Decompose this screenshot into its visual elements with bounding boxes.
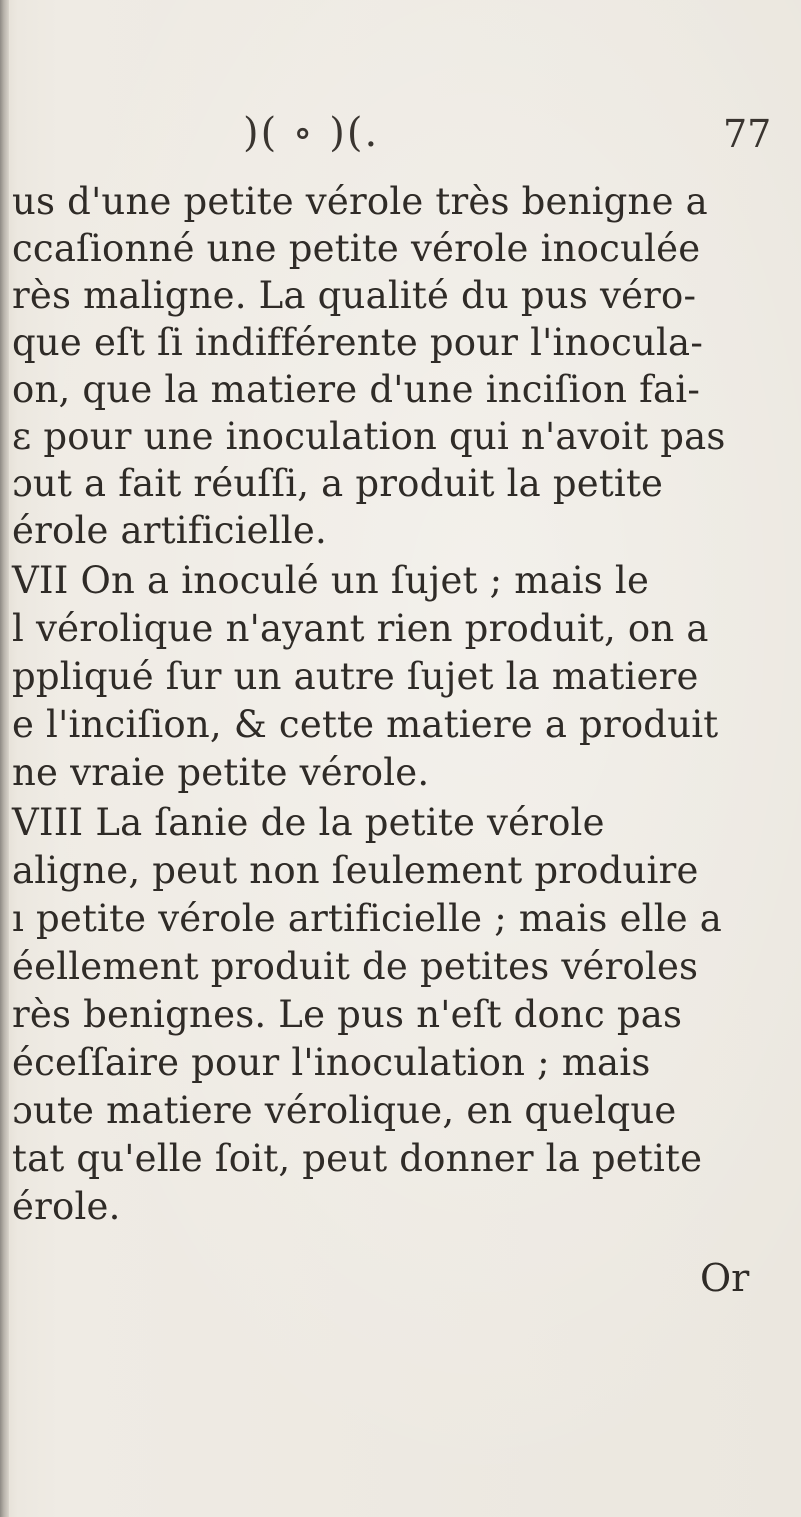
text-line: tat qu'elle ſoit, peut donner la petite	[12, 1137, 703, 1180]
text-line: ɔut a fait réuſſi, a produit la petite	[12, 462, 664, 505]
text-line: que eſt ſi indifférente pour l'inocula-	[12, 321, 704, 364]
text-line: éceſſaire pour l'inoculation ; mais	[12, 1041, 651, 1084]
text-line: ɛ pour une inoculation qui n'avoit pas	[12, 415, 726, 458]
text-line: ɔute matiere vérolique, en quelque	[12, 1089, 677, 1132]
text-line: rès maligne. La qualité du pus véro-	[12, 274, 697, 317]
text-line: on, que la matiere d'une inciſion fai-	[12, 368, 701, 411]
text-line: aligne, peut non ſeulement produire	[12, 849, 699, 892]
text-line: érole artificielle.	[12, 509, 327, 552]
page-gutter	[0, 0, 9, 1517]
text-line: ccaſionné une petite vérole inoculée	[12, 227, 701, 270]
text-line: e l'inciſion, & cette matiere a produit	[12, 703, 719, 746]
text-line: érole.	[12, 1185, 121, 1228]
text-line: VIII La ſanie de la petite vérole	[12, 801, 605, 844]
text-line: ppliqué ſur un autre ſujet la matiere	[12, 655, 699, 698]
text-line: éellement produit de petites véroles	[12, 945, 699, 988]
header-ornament: )( ∘ )(.	[243, 110, 380, 156]
text-line: rès benignes. Le pus n'eſt donc pas	[12, 993, 683, 1036]
page-number: 77	[723, 112, 772, 156]
text-line: VII On a inoculé un ſujet ; mais le	[12, 559, 650, 602]
catchword: Or	[700, 1256, 750, 1300]
running-head	[0, 110, 801, 160]
text-line: us d'une petite vérole très benigne a	[12, 180, 708, 223]
text-line: ı petite vérole artificielle ; mais elle a	[12, 897, 723, 940]
text-line: ne vraie petite vérole.	[12, 751, 430, 794]
text-line: l vérolique n'ayant rien produit, on a	[12, 607, 709, 650]
